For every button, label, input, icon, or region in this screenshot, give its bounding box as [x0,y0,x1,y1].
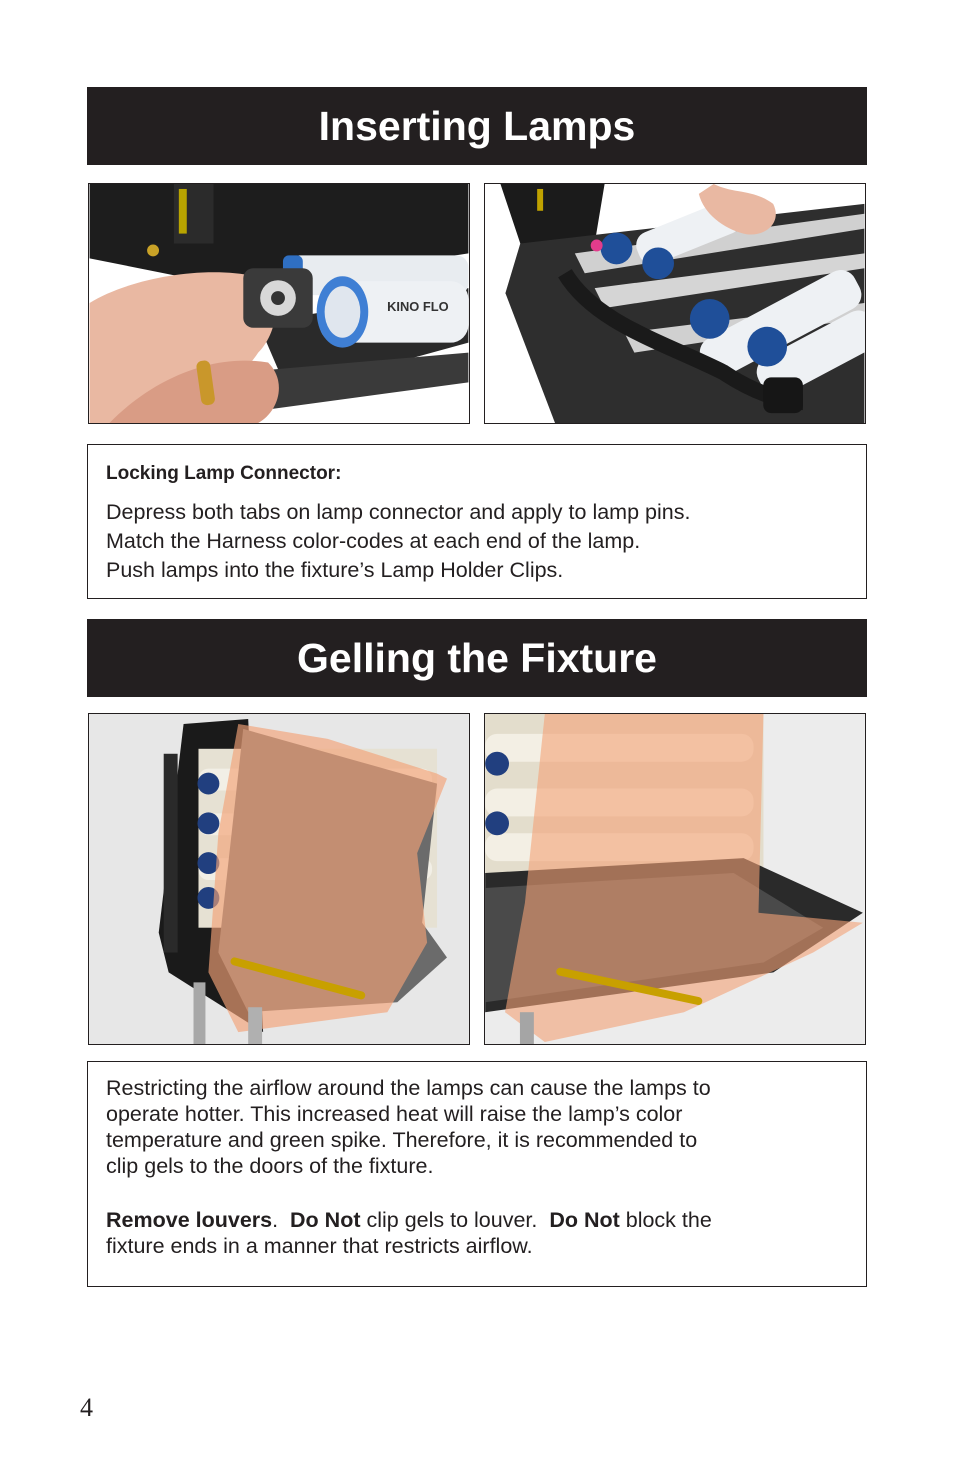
airflow-warning-box [87,1061,867,1287]
photo-gel-clipped-right [484,713,866,1045]
lamp-label: KINO FLO [387,298,449,314]
do-not-text: Do Not [549,1208,620,1232]
airflow-line: operate hotter. This increased heat will raise the lamp’s color [106,1102,683,1126]
section-title-text: Gelling the Fixture [297,634,657,681]
warning-end-text: block the [619,1208,712,1232]
instruction-line: Match the Harness color-codes at each end of the lamp. [106,529,641,553]
do-not-text: Do Not [290,1208,361,1232]
photo-lamps-in-fixture [484,183,866,424]
section-title-text: Inserting Lamps [318,102,636,149]
instructions-heading: Locking Lamp Connector: [106,463,342,484]
photo-gel-clipped-right-graphic [485,714,865,1044]
page-number: 4 [80,1393,93,1422]
section-title-inserting-lamps [87,87,867,165]
warning-line [106,1207,848,1233]
remove-louvers-text: Remove louvers [106,1208,273,1232]
airflow-line: Restricting the airflow around the lamps can cause the lamps to [106,1076,711,1100]
warning-separator: . [272,1208,291,1232]
lamp-connector-instructions [87,444,867,599]
section-title-gelling-fixture [87,619,867,697]
instruction-line: Push lamps into the fixture’s Lamp Holder Clips. [106,558,564,582]
airflow-line: clip gels to the doors of the fixture. [106,1154,434,1178]
photo-lamp-connector [88,183,470,424]
photo-lamps-in-fixture-graphic [485,184,865,423]
photo-gel-clipped-left [88,713,470,1045]
warning-line: fixture ends in a manner that restricts airflow. [106,1234,533,1258]
warning-mid-text: clip gels to louver. [360,1208,550,1232]
photo-gel-clipped-left-graphic [89,714,469,1044]
airflow-line: temperature and green spike. Therefore, it is recommended to [106,1128,698,1152]
photo-lamp-connector-graphic [89,184,469,423]
instruction-line: Depress both tabs on lamp connector and apply to lamp pins. [106,500,691,524]
